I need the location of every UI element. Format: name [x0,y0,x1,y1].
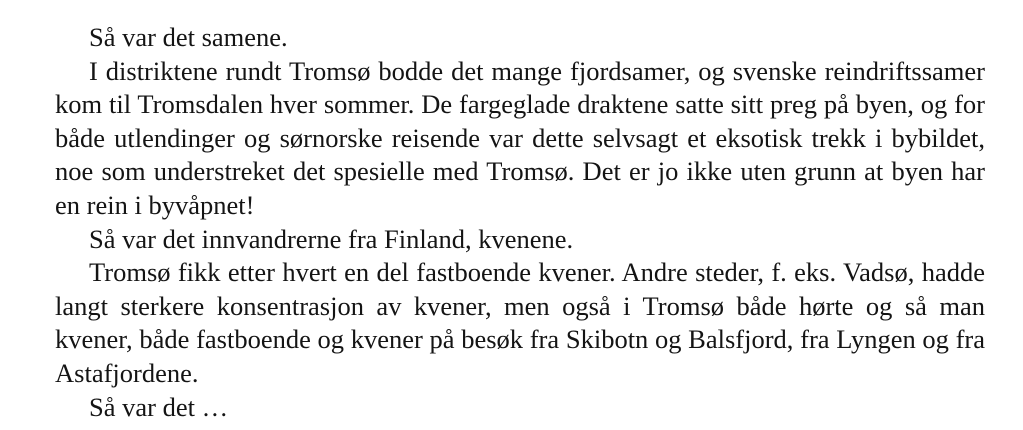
paragraph-kvener: Tromsø fikk etter hvert en del fastboende kvener. Andre steder, f. eks. Vadsø, hadde langt sterkere konsentrasjon av kvener, men også i Tromsø både hørte og så man kvener, både fastboende og kvener på besøk fra Skibotn og Balsfjord, fra Lyngen og fra Astafjordene. [55,257,985,388]
paragraph-fjordsamer: I distriktene rundt Tromsø bodde det mange fjordsamer, og svenske reindriftssamer kom til Tromsdalen hver sommer. De fargeglade draktene satte sitt preg på byen, og for både utlendinger og sørnorske reisende var dette selvsagt et eksotisk trekk i bybildet, noe som understreket det spesielle med Tromsø. Det er jo ikke uten grunn at byen har en rein i byvåpnet! [55,55,985,220]
paragraph-innvandrerne: Så var det innvandrerne fra Finland, kvenene. [89,223,574,254]
paragraph-cut-off: Så var det … [89,391,229,422]
paragraph-samene: Så var det samene. [89,22,288,52]
body-text [55,21,985,424]
